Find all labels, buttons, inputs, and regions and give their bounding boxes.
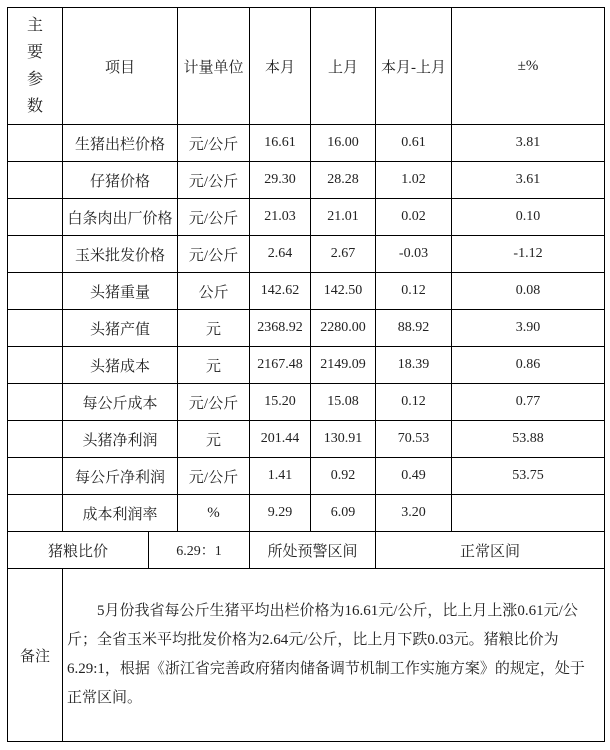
- section-cell: [8, 458, 63, 495]
- diff-cell: -0.03: [376, 236, 452, 273]
- section-cell: [8, 199, 63, 236]
- header-diff: 本月-上月: [376, 8, 452, 125]
- diff-cell: 0.61: [376, 125, 452, 162]
- header-this-month: 本月: [250, 8, 311, 125]
- table-row: [8, 162, 605, 199]
- unit-cell: 元: [178, 310, 250, 347]
- item-cell: 白条肉出厂价格: [63, 199, 178, 236]
- item-cell: 成本利润率: [63, 495, 178, 532]
- item-cell: 每公斤成本: [63, 384, 178, 421]
- ratio-value: 6.29：1: [149, 532, 250, 569]
- unit-cell: 元/公斤: [178, 458, 250, 495]
- unit-cell: 元/公斤: [178, 125, 250, 162]
- last-month-cell: 15.08: [311, 384, 376, 421]
- this-month-cell: 201.44: [250, 421, 311, 458]
- this-month-cell: 2.64: [250, 236, 311, 273]
- last-month-cell: 28.28: [311, 162, 376, 199]
- zone-label: 所处预警区间: [250, 532, 376, 569]
- unit-cell: %: [178, 495, 250, 532]
- item-cell: 玉米批发价格: [63, 236, 178, 273]
- header-pct: ±%: [452, 8, 605, 125]
- pct-cell: [452, 495, 605, 532]
- item-cell: 仔猪价格: [63, 162, 178, 199]
- pct-cell: 3.61: [452, 162, 605, 199]
- last-month-cell: 16.00: [311, 125, 376, 162]
- diff-cell: 0.12: [376, 273, 452, 310]
- section-cell: [8, 384, 63, 421]
- unit-cell: 元: [178, 347, 250, 384]
- last-month-cell: 142.50: [311, 273, 376, 310]
- diff-cell: 88.92: [376, 310, 452, 347]
- this-month-cell: 16.61: [250, 125, 311, 162]
- diff-cell: 70.53: [376, 421, 452, 458]
- section-char: 主: [26, 17, 43, 34]
- this-month-cell: 142.62: [250, 273, 311, 310]
- last-month-cell: 130.91: [311, 421, 376, 458]
- remarks-label: 备注: [8, 569, 63, 742]
- diff-cell: 0.12: [376, 384, 452, 421]
- last-month-cell: 2149.09: [311, 347, 376, 384]
- unit-cell: 元: [178, 421, 250, 458]
- item-cell: 每公斤净利润: [63, 458, 178, 495]
- this-month-cell: 21.03: [250, 199, 311, 236]
- section-char: 数: [26, 98, 43, 115]
- pct-cell: 0.08: [452, 273, 605, 310]
- table-row: [8, 458, 605, 495]
- section-cell: [8, 421, 63, 458]
- last-month-cell: 0.92: [311, 458, 376, 495]
- diff-cell: 0.02: [376, 199, 452, 236]
- header-unit: 计量单位: [178, 8, 250, 125]
- header-item: 项目: [63, 8, 178, 125]
- pct-cell: 0.86: [452, 347, 605, 384]
- unit-cell: 公斤: [178, 273, 250, 310]
- unit-cell: 元/公斤: [178, 162, 250, 199]
- header-last-month: 上月: [311, 8, 376, 125]
- remarks-row: [8, 569, 605, 742]
- table-row: [8, 199, 605, 236]
- this-month-cell: 2368.92: [250, 310, 311, 347]
- table-row: [8, 236, 605, 273]
- table-row: [8, 273, 605, 310]
- item-cell: 头猪成本: [63, 347, 178, 384]
- this-month-cell: 29.30: [250, 162, 311, 199]
- section-char: 要: [26, 44, 43, 61]
- section-cell: [8, 310, 63, 347]
- section-cell: [8, 347, 63, 384]
- zone-value: 正常区间: [376, 532, 605, 569]
- diff-cell: 0.49: [376, 458, 452, 495]
- this-month-cell: 2167.48: [250, 347, 311, 384]
- diff-cell: 1.02: [376, 162, 452, 199]
- ratio-label: 猪粮比价: [8, 532, 149, 569]
- summary-row: [8, 532, 605, 569]
- section-label: [8, 8, 63, 125]
- pct-cell: 53.88: [452, 421, 605, 458]
- section-char: 参: [26, 71, 43, 88]
- section-cell: [8, 162, 63, 199]
- section-cell: [8, 495, 63, 532]
- item-cell: 头猪产值: [63, 310, 178, 347]
- item-cell: 生猪出栏价格: [63, 125, 178, 162]
- table-row: [8, 384, 605, 421]
- header-row: [8, 8, 605, 125]
- table-row: [8, 310, 605, 347]
- this-month-cell: 15.20: [250, 384, 311, 421]
- pct-cell: 3.81: [452, 125, 605, 162]
- pct-cell: -1.12: [452, 236, 605, 273]
- pct-cell: 0.77: [452, 384, 605, 421]
- pct-cell: 53.75: [452, 458, 605, 495]
- table-row: [8, 125, 605, 162]
- last-month-cell: 2280.00: [311, 310, 376, 347]
- item-cell: 头猪净利润: [63, 421, 178, 458]
- table-row: [8, 495, 605, 532]
- unit-cell: 元/公斤: [178, 384, 250, 421]
- table-row: [8, 421, 605, 458]
- unit-cell: 元/公斤: [178, 236, 250, 273]
- this-month-cell: 1.41: [250, 458, 311, 495]
- item-cell: 头猪重量: [63, 273, 178, 310]
- last-month-cell: 6.09: [311, 495, 376, 532]
- section-cell: [8, 125, 63, 162]
- pct-cell: 0.10: [452, 199, 605, 236]
- unit-cell: 元/公斤: [178, 199, 250, 236]
- last-month-cell: 21.01: [311, 199, 376, 236]
- last-month-cell: 2.67: [311, 236, 376, 273]
- pct-cell: 3.90: [452, 310, 605, 347]
- pig-price-table: [7, 7, 605, 742]
- section-cell: [8, 236, 63, 273]
- diff-cell: 3.20: [376, 495, 452, 532]
- table-row: [8, 347, 605, 384]
- section-cell: [8, 273, 63, 310]
- diff-cell: 18.39: [376, 347, 452, 384]
- this-month-cell: 9.29: [250, 495, 311, 532]
- remarks-text: 5月份我省每公斤生猪平均出栏价格为16.61元/公斤，比上月上涨0.61元/公斤；全省玉米平均批发价格为2.64元/公斤，比上月下跌0.03元。猪粮比价为6.29:1，根据《浙江省完善政府猪肉储备调节机制工作实施方案》的规定，处于正常区间。: [63, 569, 605, 742]
